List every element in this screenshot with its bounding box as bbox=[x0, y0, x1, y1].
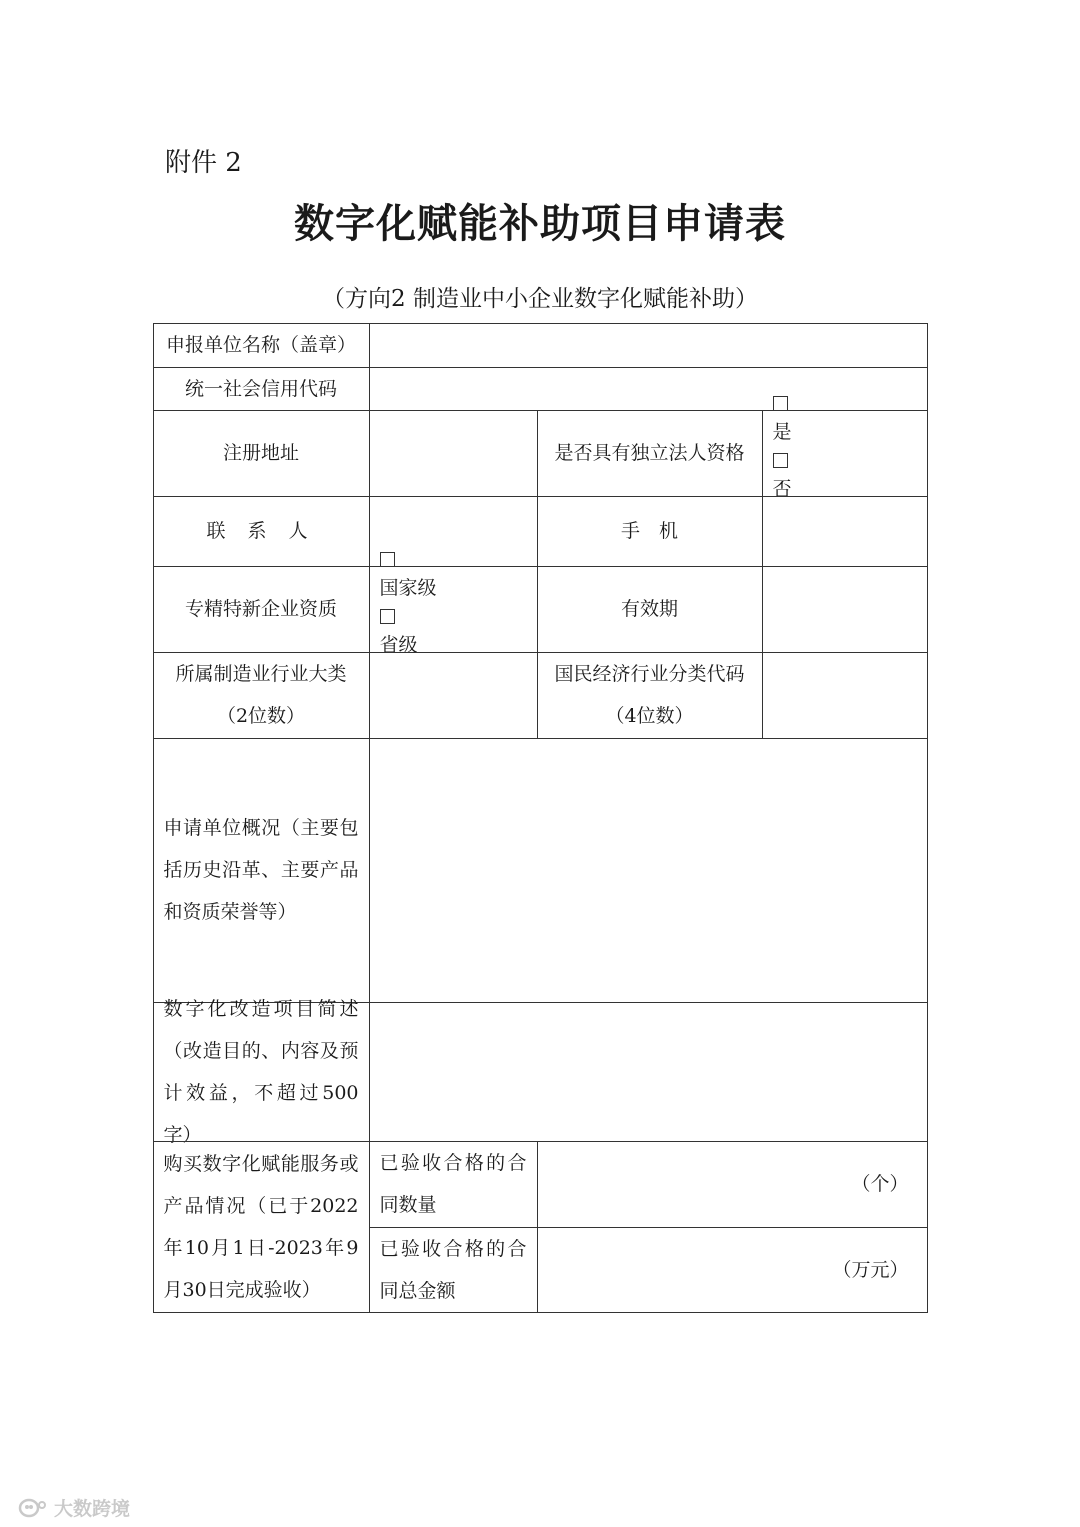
attachment-label: 附件 2 bbox=[165, 148, 242, 178]
national-level-option[interactable] bbox=[380, 552, 437, 609]
credit-code-field[interactable] bbox=[369, 367, 928, 411]
contract-amount-field[interactable] bbox=[537, 1227, 928, 1313]
contract-amount-unit: （万元） bbox=[832, 1258, 909, 1281]
validity-label: 有效期 bbox=[537, 566, 763, 653]
phone-label: 手 机 bbox=[537, 496, 763, 567]
credit-code-label: 统一社会信用代码 bbox=[153, 367, 370, 411]
validity-field[interactable] bbox=[762, 566, 928, 653]
qualification-label: 专精特新企业资质 bbox=[153, 566, 370, 653]
watermark-logo-icon bbox=[18, 1497, 48, 1519]
legal-person-label: 是否具有独立法人资格 bbox=[537, 410, 763, 497]
project-description-label: 数字化改造项目简述（改造目的、内容及预计效益，不超过500字） bbox=[153, 1002, 370, 1142]
checkbox-icon[interactable] bbox=[773, 453, 788, 468]
legal-no-label: 否 bbox=[772, 478, 792, 500]
applicant-name-field[interactable] bbox=[369, 323, 928, 368]
phone-field[interactable] bbox=[762, 496, 928, 567]
checkbox-icon[interactable] bbox=[380, 609, 395, 624]
checkbox-icon[interactable] bbox=[773, 396, 788, 411]
national-level-label: 国家级 bbox=[379, 577, 437, 599]
document-title: 数字化赋能补助项目申请表 bbox=[294, 200, 786, 247]
contact-label: 联 系 人 bbox=[153, 496, 370, 567]
provincial-level-label: 省级 bbox=[379, 634, 418, 656]
project-description-field[interactable] bbox=[369, 1002, 928, 1142]
legal-person-options bbox=[762, 410, 928, 500]
document-subtitle: （方向2 制造业中小企业数字化赋能补助） bbox=[322, 286, 758, 312]
contract-count-unit: （个） bbox=[851, 1173, 909, 1195]
contract-amount-label: 已验收合格的合同总金额 bbox=[369, 1227, 538, 1313]
contract-count-label: 已验收合格的合同数量 bbox=[369, 1141, 538, 1228]
overview-field[interactable] bbox=[369, 738, 928, 1003]
econ-code-label: 国民经济行业分类代码 （4位数） bbox=[537, 652, 763, 739]
watermark bbox=[18, 1494, 130, 1521]
econ-code-field[interactable] bbox=[762, 652, 928, 739]
overview-label: 申请单位概况（主要包括历史沿革、主要产品和资质荣誉等） bbox=[153, 738, 370, 1003]
application-form-table bbox=[153, 323, 928, 1313]
applicant-name-label: 申报单位名称（盖章） bbox=[153, 323, 370, 368]
industry-field[interactable] bbox=[369, 652, 538, 739]
industry-label: 所属制造业行业大类 （2位数） bbox=[153, 652, 370, 739]
legal-yes-label: 是 bbox=[772, 421, 792, 443]
contract-count-field[interactable] bbox=[537, 1141, 928, 1228]
watermark-text: 大数跨境 bbox=[54, 1498, 131, 1520]
purchase-label: 购买数字化赋能服务或产品情况（已于2022年10月1日-2023年9月30日完成验收） bbox=[153, 1141, 370, 1313]
address-label: 注册地址 bbox=[153, 410, 370, 497]
legal-yes-option[interactable] bbox=[773, 396, 792, 453]
qualification-options bbox=[369, 566, 538, 656]
checkbox-icon[interactable] bbox=[380, 552, 395, 567]
address-field[interactable] bbox=[369, 410, 538, 497]
